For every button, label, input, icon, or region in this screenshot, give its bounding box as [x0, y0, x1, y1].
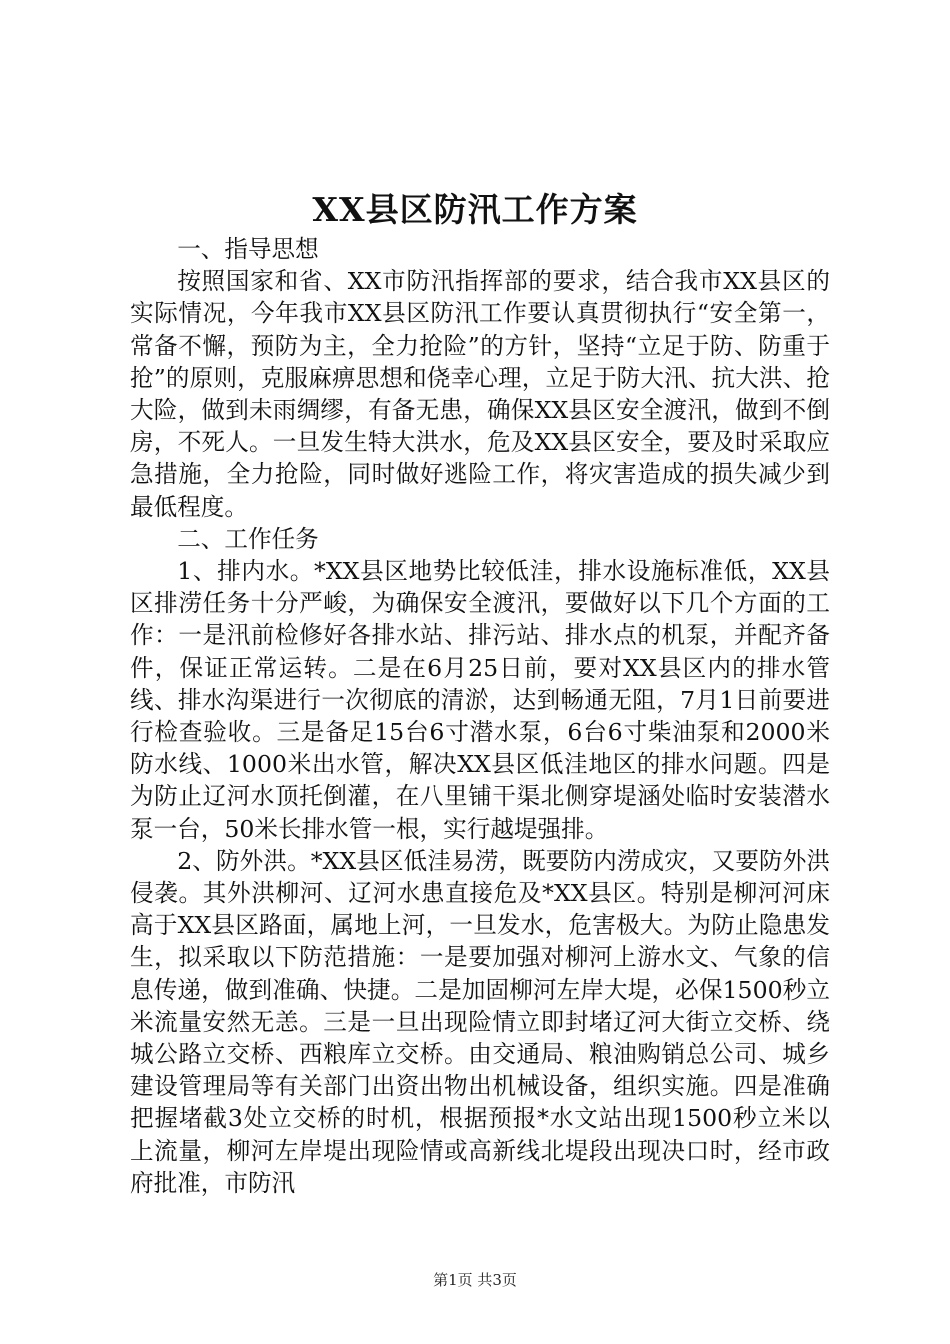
document-title: XX县区防汛工作方案: [312, 190, 638, 229]
document-body: [130, 233, 830, 1199]
paragraph-internal-drainage: 1、排内水。*XX县区地势比较低洼，排水设施标准低，XX县区排涝任务十分严峻，为确保安全渡汛，要做好以下几个方面的工作：一是汛前检修好各排水站、排污站、排水点的机泵，并配齐备件，保证正常运转。二是在6月25日前，要对XX县区内的排水管线、排水沟渠进行一次彻底的清淤，达到畅通无阻，7月1日前要进行检查验收。三是备足15台6寸潜水泵，6台6寸柴油泵和2000米防水线、1000米出水管，解决XX县区低洼地区的排水问题。四是为防止辽河水顶托倒灌，在八里铺干渠北侧穿堤涵处临时安装潜水泵一台，50米长排水管一根，实行越堤强排。: [130, 557, 830, 843]
paragraph-external-flood: 2、防外洪。*XX县区低洼易涝，既要防内涝成灾，又要防外洪侵袭。其外洪柳河、辽河水患直接危及*XX县区。特别是柳河河床高于XX县区路面，属地上河，一旦发水，危害极大。为防止隐患发生，拟采取以下防范措施：一是要加强对柳河上游水文、气象的信息传递，做到准确、快捷。二是加固柳河左岸大堤，必保1500秒立米流量安然无恙。三是一旦出现险情立即封堵辽河大街立交桥、绕城公路立交桥、西粮库立交桥。由交通局、粮油购销总公司、城乡建设管理局等有关部门出资出物出机械设备，组织实施。四是准确把握堵截3处立交桥的时机，根据预报*水文站出现1500秒立米以上流量，柳河左岸堤出现险情或高新线北堤段出现决口时，经市政府批准，市防汛: [130, 846, 830, 1197]
section-heading-work-tasks: 二、工作任务: [177, 524, 319, 553]
page-footer: 第1页 共3页: [433, 1271, 517, 1289]
section-heading-guiding-principle: 一、指导思想: [177, 235, 319, 263]
paragraph-guiding-principle: 按照国家和省、XX市防汛指挥部的要求，结合我市XX县区的实际情况，今年我市XX县区防汛工作要认真贯彻执行“安全第一，常备不懈，预防为主，全力抢险”的方针，坚持“立足于防、防重于抢”的原则，克服麻痹思想和侥幸心理，立足于防大汛、抗大洪、抢大险，做到未雨绸缪，有备无患，确保XX县区安全渡汛，做到不倒房，不死人。一旦发生特大洪水，危及XX县区安全，要及时采取应急措施，全力抢险，同时做好逃险工作，将灾害造成的损失减少到最低程度。: [130, 267, 830, 521]
